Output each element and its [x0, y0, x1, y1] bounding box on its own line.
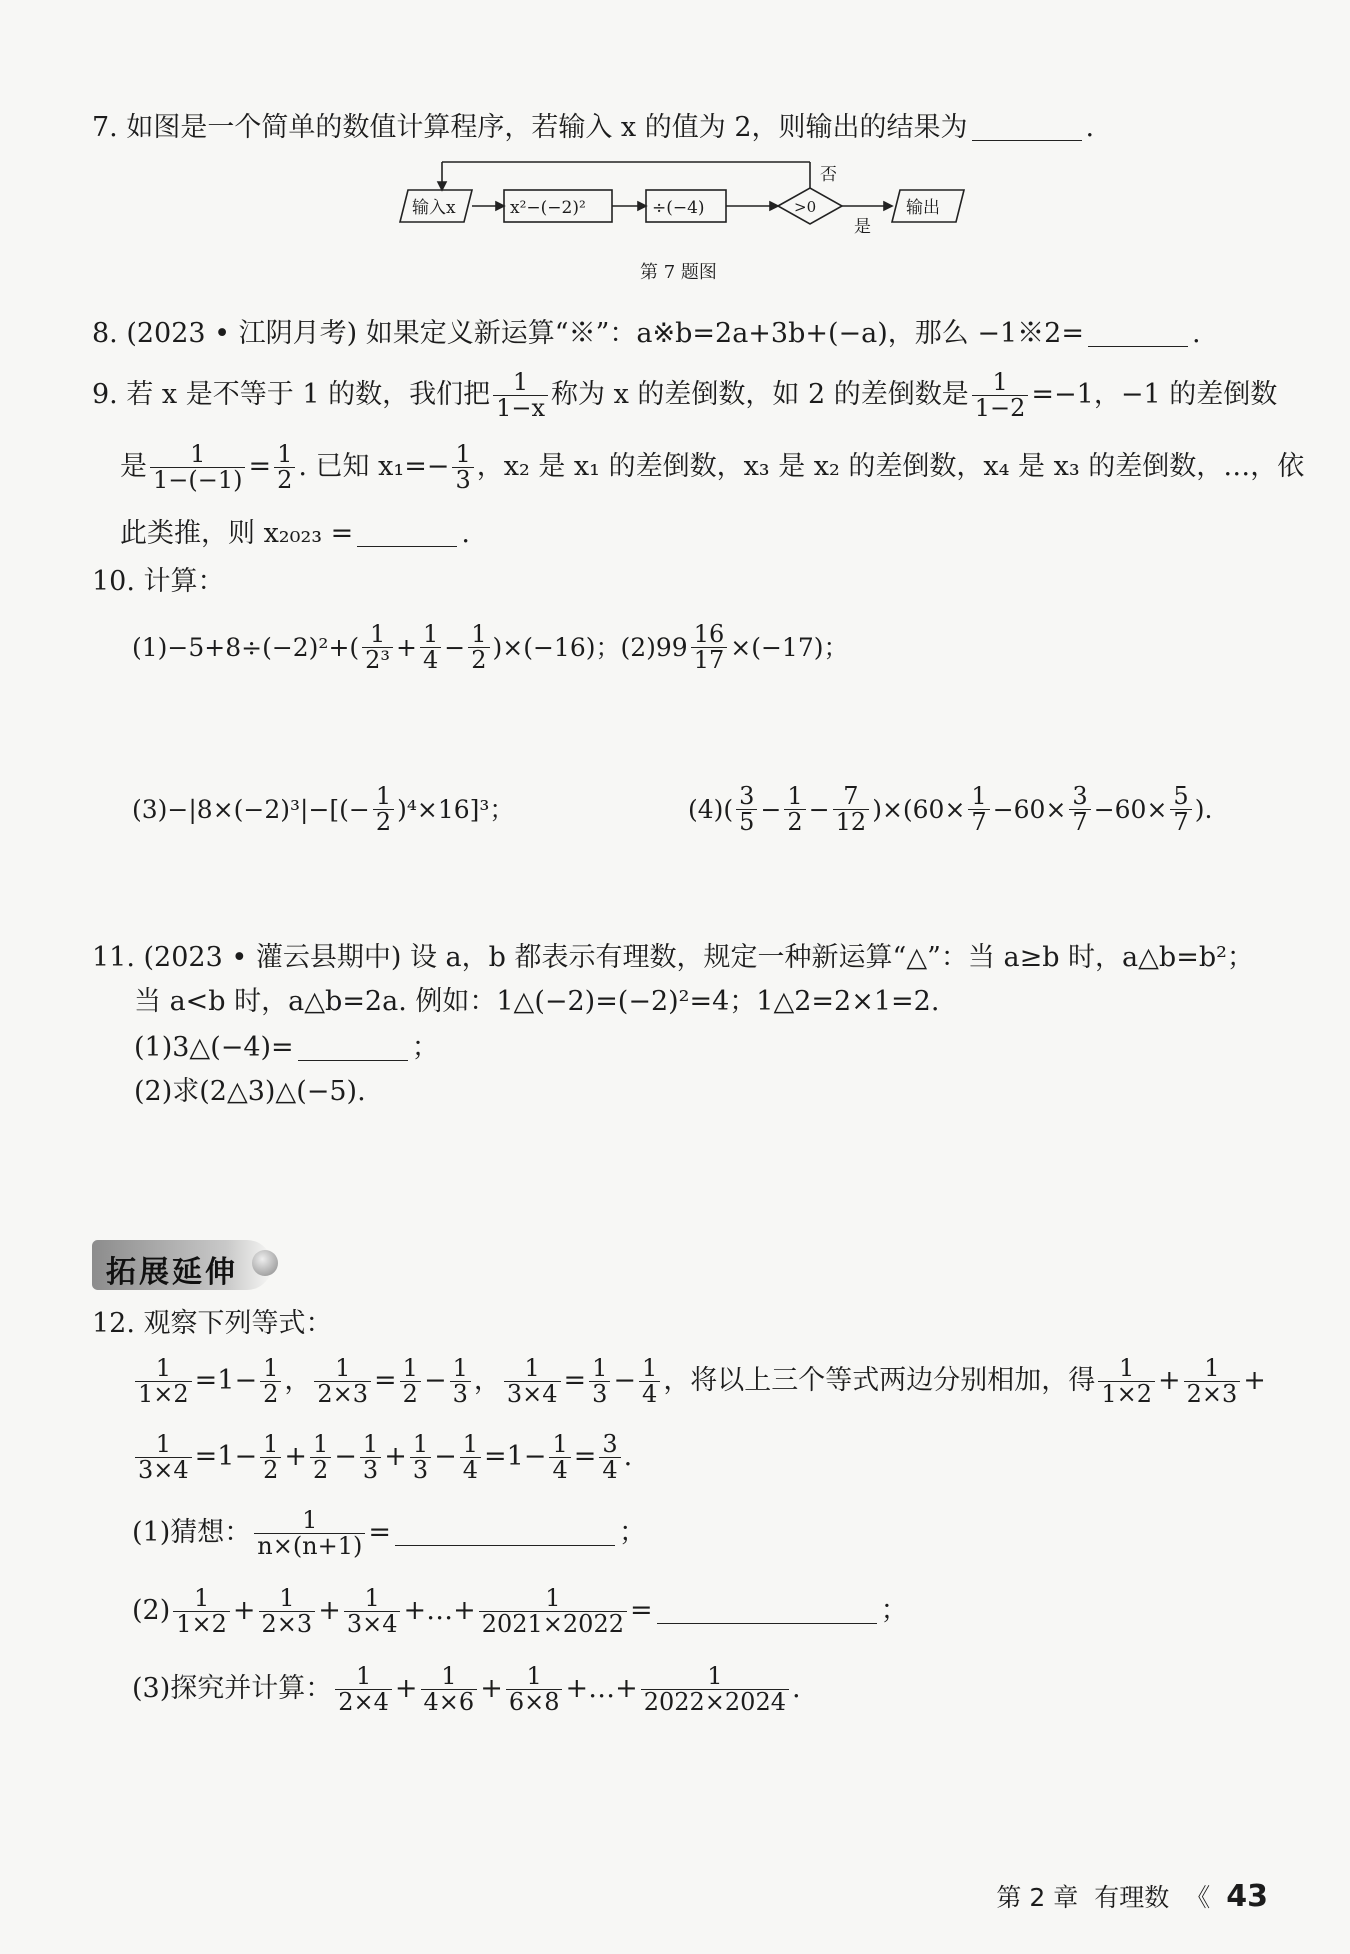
numerator: 7: [843, 782, 859, 810]
q10-text: +: [396, 632, 417, 662]
numerator: 1: [992, 368, 1008, 396]
fraction: [1069, 784, 1090, 835]
q11-part-1-text: (1)3△(−4)=: [134, 1032, 294, 1063]
numerator: 1: [787, 782, 803, 810]
fraction: [968, 784, 989, 835]
q9-text-b: 称为 x 的差倒数，如 2 的差倒数是: [551, 379, 969, 411]
text-run: +: [284, 1441, 307, 1473]
denominator: 17: [691, 647, 728, 673]
denominator: 4×6: [421, 1689, 478, 1715]
denominator: 5: [736, 809, 757, 835]
fraction: [420, 622, 441, 673]
text-run: =: [374, 1365, 397, 1397]
numerator: 1: [263, 1354, 279, 1382]
denominator: n×(n+1): [254, 1533, 365, 1559]
numerator: 1: [155, 1354, 171, 1382]
fraction: [310, 1432, 331, 1483]
text-run: =1−: [194, 1365, 258, 1397]
text-run: =: [563, 1365, 587, 1397]
fraction: [274, 442, 295, 493]
q12-line-1: [132, 1356, 1266, 1407]
q10-part-3: [132, 784, 514, 835]
denominator: 3: [450, 1381, 471, 1407]
q7-answer-blank[interactable]: [972, 116, 1082, 141]
text-run: +: [384, 1441, 407, 1473]
fraction: [691, 622, 728, 673]
text-run: +…+: [403, 1595, 476, 1627]
q12-part-1-blank[interactable]: [395, 1521, 615, 1546]
text-run: −: [423, 1365, 447, 1397]
q10-text: )⁴×16]³；: [397, 794, 515, 824]
numerator: 1: [452, 1354, 468, 1382]
numerator: 1: [263, 1430, 279, 1458]
numerator: 5: [1173, 782, 1189, 810]
fraction: [254, 1508, 365, 1559]
fraction: [314, 1356, 371, 1407]
fraction: [400, 1356, 421, 1407]
denominator: 4: [420, 647, 441, 673]
denominator: 7: [1069, 809, 1090, 835]
flow-step1-label: x²−(−2)²: [510, 198, 586, 218]
denominator: 4: [460, 1457, 481, 1483]
denominator: 3: [360, 1457, 381, 1483]
fraction: [1184, 1356, 1241, 1407]
fraction: [504, 1356, 561, 1407]
q12-title: 12. 观察下列等式：: [92, 1308, 333, 1339]
text-run: (3)探究并计算：: [132, 1673, 333, 1705]
numerator: 1: [355, 1662, 372, 1690]
denominator: 3: [589, 1381, 610, 1407]
chapter-label: 第 2 章: [996, 1883, 1079, 1912]
numerator: 1: [592, 1354, 608, 1382]
q12-part-2-end: ；: [880, 1595, 908, 1627]
text-run: +: [480, 1673, 503, 1705]
fraction: [335, 1664, 392, 1715]
numerator: 1: [462, 1430, 478, 1458]
fraction: [373, 784, 394, 835]
fraction: [1098, 1356, 1155, 1407]
q12-part-2-blank[interactable]: [657, 1599, 877, 1624]
text-run: .: [623, 1441, 633, 1473]
q11-answer-blank[interactable]: [298, 1036, 408, 1061]
denominator: 2: [784, 809, 805, 835]
bulb-icon: [252, 1250, 278, 1276]
question-8: [92, 318, 1201, 350]
denominator: 2×3: [314, 1381, 371, 1407]
fraction: [639, 1356, 660, 1407]
denominator: 2: [260, 1457, 281, 1483]
denominator: 7: [968, 809, 989, 835]
text-run: =1−: [484, 1441, 547, 1473]
q9-end: .: [461, 518, 470, 549]
question-9-line-2: [120, 442, 1304, 493]
double-chevron-icon: 《: [1185, 1883, 1211, 1912]
denominator: 1−(−1): [150, 467, 245, 493]
denominator: 2: [468, 647, 489, 673]
numerator: 1: [526, 1662, 542, 1690]
fraction: [259, 1586, 316, 1637]
numerator: 1: [375, 782, 392, 810]
q12-part-3: [132, 1664, 801, 1715]
fraction: [450, 1356, 471, 1407]
fraction: [1170, 784, 1191, 835]
numerator: 1: [455, 440, 471, 468]
q11-part-2: (2)求(2△3)△(−5).: [134, 1076, 366, 1107]
numerator: 1: [1119, 1354, 1135, 1382]
fraction: [452, 442, 473, 493]
page-number: 43: [1226, 1878, 1268, 1914]
denominator: 4: [639, 1381, 660, 1407]
denominator: 6×8: [506, 1689, 563, 1715]
flow-step2-label: ÷(−4): [652, 198, 705, 218]
q9-text-h: 此类推，则 x₂₀₂₃ =: [120, 518, 354, 549]
fraction: [641, 1664, 789, 1715]
numerator: 1: [441, 1662, 457, 1690]
text-run: =: [573, 1441, 597, 1473]
numerator: 1: [524, 1354, 540, 1382]
fraction: [135, 1356, 192, 1407]
q11-line-1: 11. (2023 • 灌云县期中) 设 a，b 都表示有理数，规定一种新运算“△”：当 a≥b 时，a△b=b²；: [92, 942, 1254, 973]
denominator: 1×2: [1098, 1381, 1155, 1407]
denominator: 1−x: [493, 395, 548, 421]
q10-text: −60×: [1093, 794, 1168, 824]
fraction: [549, 1432, 570, 1483]
numerator: 1: [412, 1430, 429, 1458]
text-run: +: [1243, 1365, 1266, 1397]
q9-text-f: . 已知 x₁=−: [298, 451, 450, 483]
fraction: [506, 1664, 563, 1715]
denominator: 1×2: [135, 1381, 192, 1407]
fraction: [589, 1356, 610, 1407]
q7-flowchart: [390, 152, 990, 242]
question-9-line-1: [92, 370, 1277, 421]
denominator: 3×4: [504, 1381, 561, 1407]
denominator: 2×3: [259, 1611, 316, 1637]
q10-text: ×(−17)；: [730, 632, 849, 662]
fraction: [493, 370, 548, 421]
q9-text-d: 是: [120, 451, 147, 483]
page-footer: [996, 1878, 1268, 1914]
text-run: −: [434, 1441, 457, 1473]
numerator: 1: [1204, 1354, 1220, 1382]
q12-part-2: [132, 1586, 908, 1637]
flow-input-label: 输入x: [412, 198, 456, 218]
denominator: 2×3: [1184, 1381, 1241, 1407]
denominator: 7: [1170, 809, 1191, 835]
text-run: ，将以上三个等式两边分别相加，得: [663, 1365, 1096, 1397]
text-run: (1)猜想：: [132, 1517, 252, 1549]
numerator: 1: [193, 1584, 210, 1612]
q10-part-1-2: [132, 622, 848, 673]
denominator: 1−2: [972, 395, 1029, 421]
text-run: +: [394, 1673, 418, 1705]
q9-text-a: 9. 若 x 是不等于 1 的数，我们把: [92, 379, 491, 411]
numerator: 1: [471, 620, 487, 648]
fraction: [460, 1432, 481, 1483]
text-run: =1−: [194, 1441, 258, 1473]
denominator: 2: [400, 1381, 421, 1407]
q10-text: (4)(: [688, 794, 734, 824]
flow-condition-label: >0: [794, 198, 817, 216]
q12-part-1: [132, 1508, 646, 1559]
numerator: 1: [362, 1430, 379, 1458]
numerator: 1: [190, 440, 206, 468]
text-run: ，: [284, 1365, 312, 1397]
fraction: [135, 1432, 192, 1483]
q12-line-2: [132, 1432, 632, 1483]
numerator: 1: [402, 1354, 418, 1382]
numerator: 1: [642, 1354, 658, 1382]
q10-title: 10. 计算：: [92, 566, 225, 597]
denominator: 2021×2022: [479, 1611, 627, 1637]
q10-text: −60×: [992, 794, 1067, 824]
q7-end: .: [1085, 112, 1095, 143]
q10-text: )×(−16)；(2)99: [492, 632, 688, 662]
denominator: 3: [410, 1457, 431, 1483]
text-run: +: [318, 1595, 341, 1627]
numerator: 1: [335, 1354, 351, 1382]
numerator: 1: [277, 440, 293, 468]
numerator: 1: [971, 782, 987, 810]
numerator: 1: [364, 1584, 380, 1612]
text-run: =: [629, 1595, 653, 1627]
numerator: 3: [1072, 782, 1088, 810]
fraction: [421, 1664, 478, 1715]
numerator: 1: [512, 368, 529, 396]
numerator: 1: [302, 1506, 318, 1534]
text-run: (2): [132, 1595, 171, 1627]
q11-part-1-end: ；: [411, 1032, 439, 1063]
q9-text-c: =−1，−1 的差倒数: [1031, 379, 1278, 411]
numerator: 16: [693, 620, 725, 648]
q8-text: 8. (2023 • 江阴月考) 如果定义新运算“※”：a※b=2a+3b+(−a)，那么 −1※2=: [92, 318, 1084, 349]
fraction: [260, 1356, 281, 1407]
numerator: 1: [545, 1584, 561, 1612]
section-banner: [92, 1240, 272, 1290]
text-run: +: [1157, 1365, 1181, 1397]
q9-text-e: =: [248, 451, 272, 483]
flow-no-label: 否: [820, 165, 837, 185]
numerator: 1: [423, 620, 439, 648]
q8-end: .: [1192, 318, 1201, 349]
q11-part-1: [134, 1032, 439, 1064]
fraction: [972, 370, 1029, 421]
fraction: [410, 1432, 431, 1483]
fraction: [344, 1586, 401, 1637]
numerator: 3: [739, 782, 755, 810]
denominator: 3×4: [344, 1611, 401, 1637]
q10-text: (1)−5+8÷(−2)²+(: [132, 632, 360, 662]
denominator: 3×4: [135, 1457, 192, 1483]
text-run: .: [791, 1673, 801, 1705]
fraction: [260, 1432, 281, 1483]
text-run: +…+: [565, 1673, 638, 1705]
fraction: [599, 1432, 620, 1483]
fraction: [173, 1586, 230, 1637]
q10-text: −: [444, 632, 466, 662]
text-run: ，: [473, 1365, 501, 1397]
fraction: [784, 784, 805, 835]
q10-text: ).: [1194, 794, 1213, 824]
question-9-line-3: [120, 518, 470, 550]
q7-figure-caption: 第 7 题图: [640, 262, 717, 283]
q10-text: −: [760, 794, 782, 824]
fraction: [360, 1432, 381, 1483]
fraction: [468, 622, 489, 673]
q11-line-2: 当 a<b 时，a△b=2a. 例如：1△(−2)=(−2)²=4；1△2=2×1=2.: [134, 986, 940, 1017]
denominator: 2: [373, 809, 394, 835]
q10-text: −: [808, 794, 830, 824]
denominator: 2022×2024: [641, 1689, 789, 1715]
denominator: 4: [599, 1457, 620, 1483]
numerator: 1: [552, 1430, 568, 1458]
q12-part-1-expr: [132, 1508, 391, 1559]
text-run: =: [368, 1517, 392, 1549]
q9-answer-blank[interactable]: [357, 522, 457, 547]
flow-output-label: 输出: [906, 198, 940, 218]
denominator: 3: [452, 467, 473, 493]
denominator: 1×2: [173, 1611, 230, 1637]
chapter-title: 有理数: [1094, 1883, 1170, 1912]
text-run: −: [613, 1365, 637, 1397]
numerator: 1: [155, 1430, 171, 1458]
numerator: 3: [602, 1430, 618, 1458]
denominator: 2: [274, 467, 295, 493]
q10-text: )×(60×: [872, 794, 966, 824]
q10-part-4: [688, 784, 1212, 835]
q7-text: 7. 如图是一个简单的数值计算程序，若输入 x 的值为 2，则输出的结果为: [92, 112, 968, 143]
text-run: +: [232, 1595, 256, 1627]
fraction: [479, 1586, 627, 1637]
fraction: [833, 784, 870, 835]
q8-answer-blank[interactable]: [1088, 322, 1188, 347]
q10-text: (3)−|8×(−2)³|−[(−: [132, 794, 370, 824]
fraction: [150, 442, 245, 493]
denominator: 12: [833, 809, 870, 835]
denominator: 2×4: [335, 1689, 392, 1715]
section-title: 拓展延伸: [106, 1255, 238, 1290]
numerator: 1: [707, 1662, 723, 1690]
numerator: 1: [313, 1430, 329, 1458]
question-7: [92, 112, 1094, 144]
numerator: 1: [369, 620, 386, 648]
text-run: −: [334, 1441, 357, 1473]
q12-part-2-expr: [132, 1586, 653, 1637]
denominator: 2³: [362, 647, 393, 673]
fraction: [736, 784, 757, 835]
denominator: 4: [549, 1457, 570, 1483]
q12-part-1-end: ；: [619, 1517, 647, 1549]
q9-text-g: ，x₂ 是 x₁ 的差倒数，x₃ 是 x₂ 的差倒数，x₄ 是 x₃ 的差倒数，…，依: [476, 451, 1305, 483]
denominator: 2: [310, 1457, 331, 1483]
flow-yes-label: 是: [854, 217, 871, 237]
fraction: [362, 622, 393, 673]
denominator: 2: [260, 1381, 281, 1407]
numerator: 1: [279, 1584, 295, 1612]
